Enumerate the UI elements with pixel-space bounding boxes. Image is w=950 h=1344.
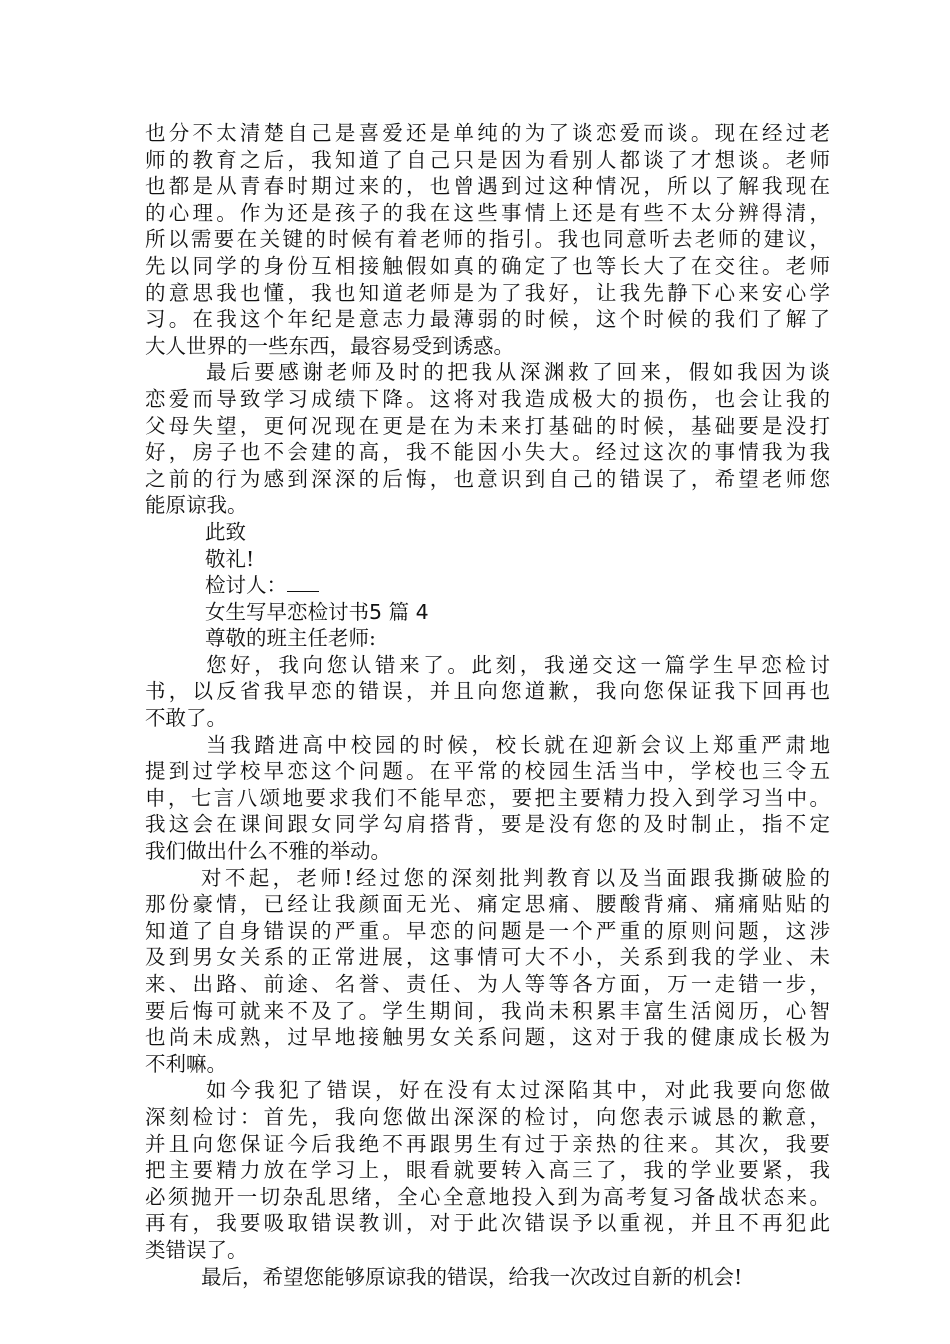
text-line: 好，房子也不会建的高，我不能因小失大。经过这次的事情我为我 — [145, 440, 830, 465]
paragraph-first-line: 对不起，老师!经过您的深刻批判教育以及当面跟我撕破脸的 — [201, 865, 830, 890]
text-line: 也分不太清楚自己是喜爱还是单纯的为了谈恋爱而谈。现在经过老 — [145, 121, 830, 145]
text-line: 再有，我要吸取错误教训，对于此次错误予以重视，并且不再犯此 — [145, 1211, 830, 1236]
closing-salutation: 此致 — [205, 519, 246, 544]
text-line: 书，以反省我早恋的错误，并且向您道歉，我向您保证我下回再也 — [145, 679, 830, 704]
paragraph-first-line: 当我踏进高中校园的时候，校长就在迎新会议上郑重严肃地 — [206, 732, 830, 757]
signature-label: 检讨人： — [205, 573, 287, 598]
section-heading — [145, 599, 830, 626]
text-line: 父母失望，更何况现在更是在为未来打基础的时候，基础要是没打 — [145, 413, 830, 438]
text-line: 把主要精力放在学习上，眼看就要转入高三了，我的学业要紧，我 — [145, 1158, 830, 1183]
heading-title: 女生写早恋检讨书 — [205, 599, 369, 624]
text-line: 我这会在课间跟女同学勾肩搭背，要是没有您的及时制止，指不定 — [145, 812, 830, 837]
text-line: 所以需要在关键的时候有着老师的指引。我也同意听去老师的建议， — [145, 227, 830, 252]
text-line: 的心理。作为还是孩子的我在这些事情上还是有些不太分辨得清， — [145, 200, 830, 225]
text-line: 提到过学校早恋这个问题。在平常的校园生活当中，学校也三令五 — [145, 759, 830, 784]
text-line: 深刻检讨：首先，我向您做出深深的检讨，向您表示诚恳的歉意， — [145, 1104, 830, 1129]
text-line: 也都是从青春时期过来的，也曾遇到过这种情况，所以了解我现在 — [145, 174, 830, 199]
closing-regards: 敬礼! — [205, 546, 255, 571]
text-line: 师的教育之后，我知道了自己只是因为看别人都谈了才想谈。老师 — [145, 147, 830, 172]
text-line: 习。在我这个年纪是意志力最薄弱的时候，这个时候的我们了解了 — [145, 307, 830, 332]
heading-unit: 篇 — [388, 599, 410, 624]
signature-blank — [287, 573, 319, 592]
paragraph-first-line: 如今我犯了错误，好在没有太过深陷其中，对此我要向您做 — [206, 1078, 830, 1103]
paragraph-first-line: 您好，我向您认错来了。此刻，我递交这一篇学生早恋检讨 — [206, 652, 830, 677]
text-line: 的意思我也懂，我也知道老师是为了我好，让我先静下心来安心学 — [145, 280, 830, 305]
text-line: 类错误了。 — [145, 1237, 248, 1262]
closing-paragraph: 最后，希望您能够原谅我的错误，给我一次改过自新的机会! — [201, 1264, 743, 1289]
text-line: 恋爱而导致学习成绩下降。这将对我造成极大的损伤，也会让我的 — [145, 386, 830, 411]
text-line: 申，七言八颂地要求我们不能早恋，要把主要精力投入到学习当中。 — [145, 785, 830, 810]
text-line: 能原谅我。 — [145, 493, 248, 518]
text-line: 先以同学的身份互相接触假如真的确定了也等长大了在交往。老师 — [145, 253, 830, 278]
document-body — [145, 120, 830, 1290]
paragraph-first-line: 最后要感谢老师及时的把我从深渊救了回来，假如我因为谈 — [206, 360, 830, 385]
text-line: 来、出路、前途、名誉、责任、为人等等各方面，万一走错一步， — [145, 972, 830, 996]
text-line: 大人世界的一些东西，最容易受到诱惑。 — [145, 333, 514, 358]
text-line: 知道了自身错误的严重。早恋的问题是一个严重的原则问题，这涉 — [145, 918, 830, 943]
text-line: 必须抛开一切杂乱思绪，全心全意地投入到为高考复习备战状态来。 — [145, 1184, 830, 1209]
heading-number: 5 — [369, 599, 383, 624]
signature-line — [145, 572, 830, 599]
text-line: 要后悔可就来不及了。学生期间，我尚未积累丰富生活阅历，心智 — [145, 998, 830, 1023]
heading-index: 4 — [415, 599, 429, 624]
text-line: 不敢了。 — [145, 706, 227, 731]
text-line: 并且向您保证今后我绝不再跟男生有过于亲热的往来。其次，我要 — [145, 1131, 830, 1156]
letter-salutation: 尊敬的班主任老师: — [205, 626, 376, 651]
text-line: 也尚未成熟，过早地接触男女关系问题，这对于我的健康成长极为 — [145, 1025, 830, 1050]
text-line: 之前的行为感到深深的后悔，也意识到自己的错误了，希望老师您 — [145, 466, 830, 491]
text-line: 不利嘛。 — [145, 1051, 227, 1076]
text-line: 及到男女关系的正常进展，这事情可大不小，关系到我的学业、未 — [145, 945, 830, 970]
text-line: 那份豪情，已经让我颜面无光、痛定思痛、腰酸背痛、痛痛贴贴的 — [145, 892, 830, 917]
text-line: 我们做出什么不雅的举动。 — [145, 839, 391, 864]
